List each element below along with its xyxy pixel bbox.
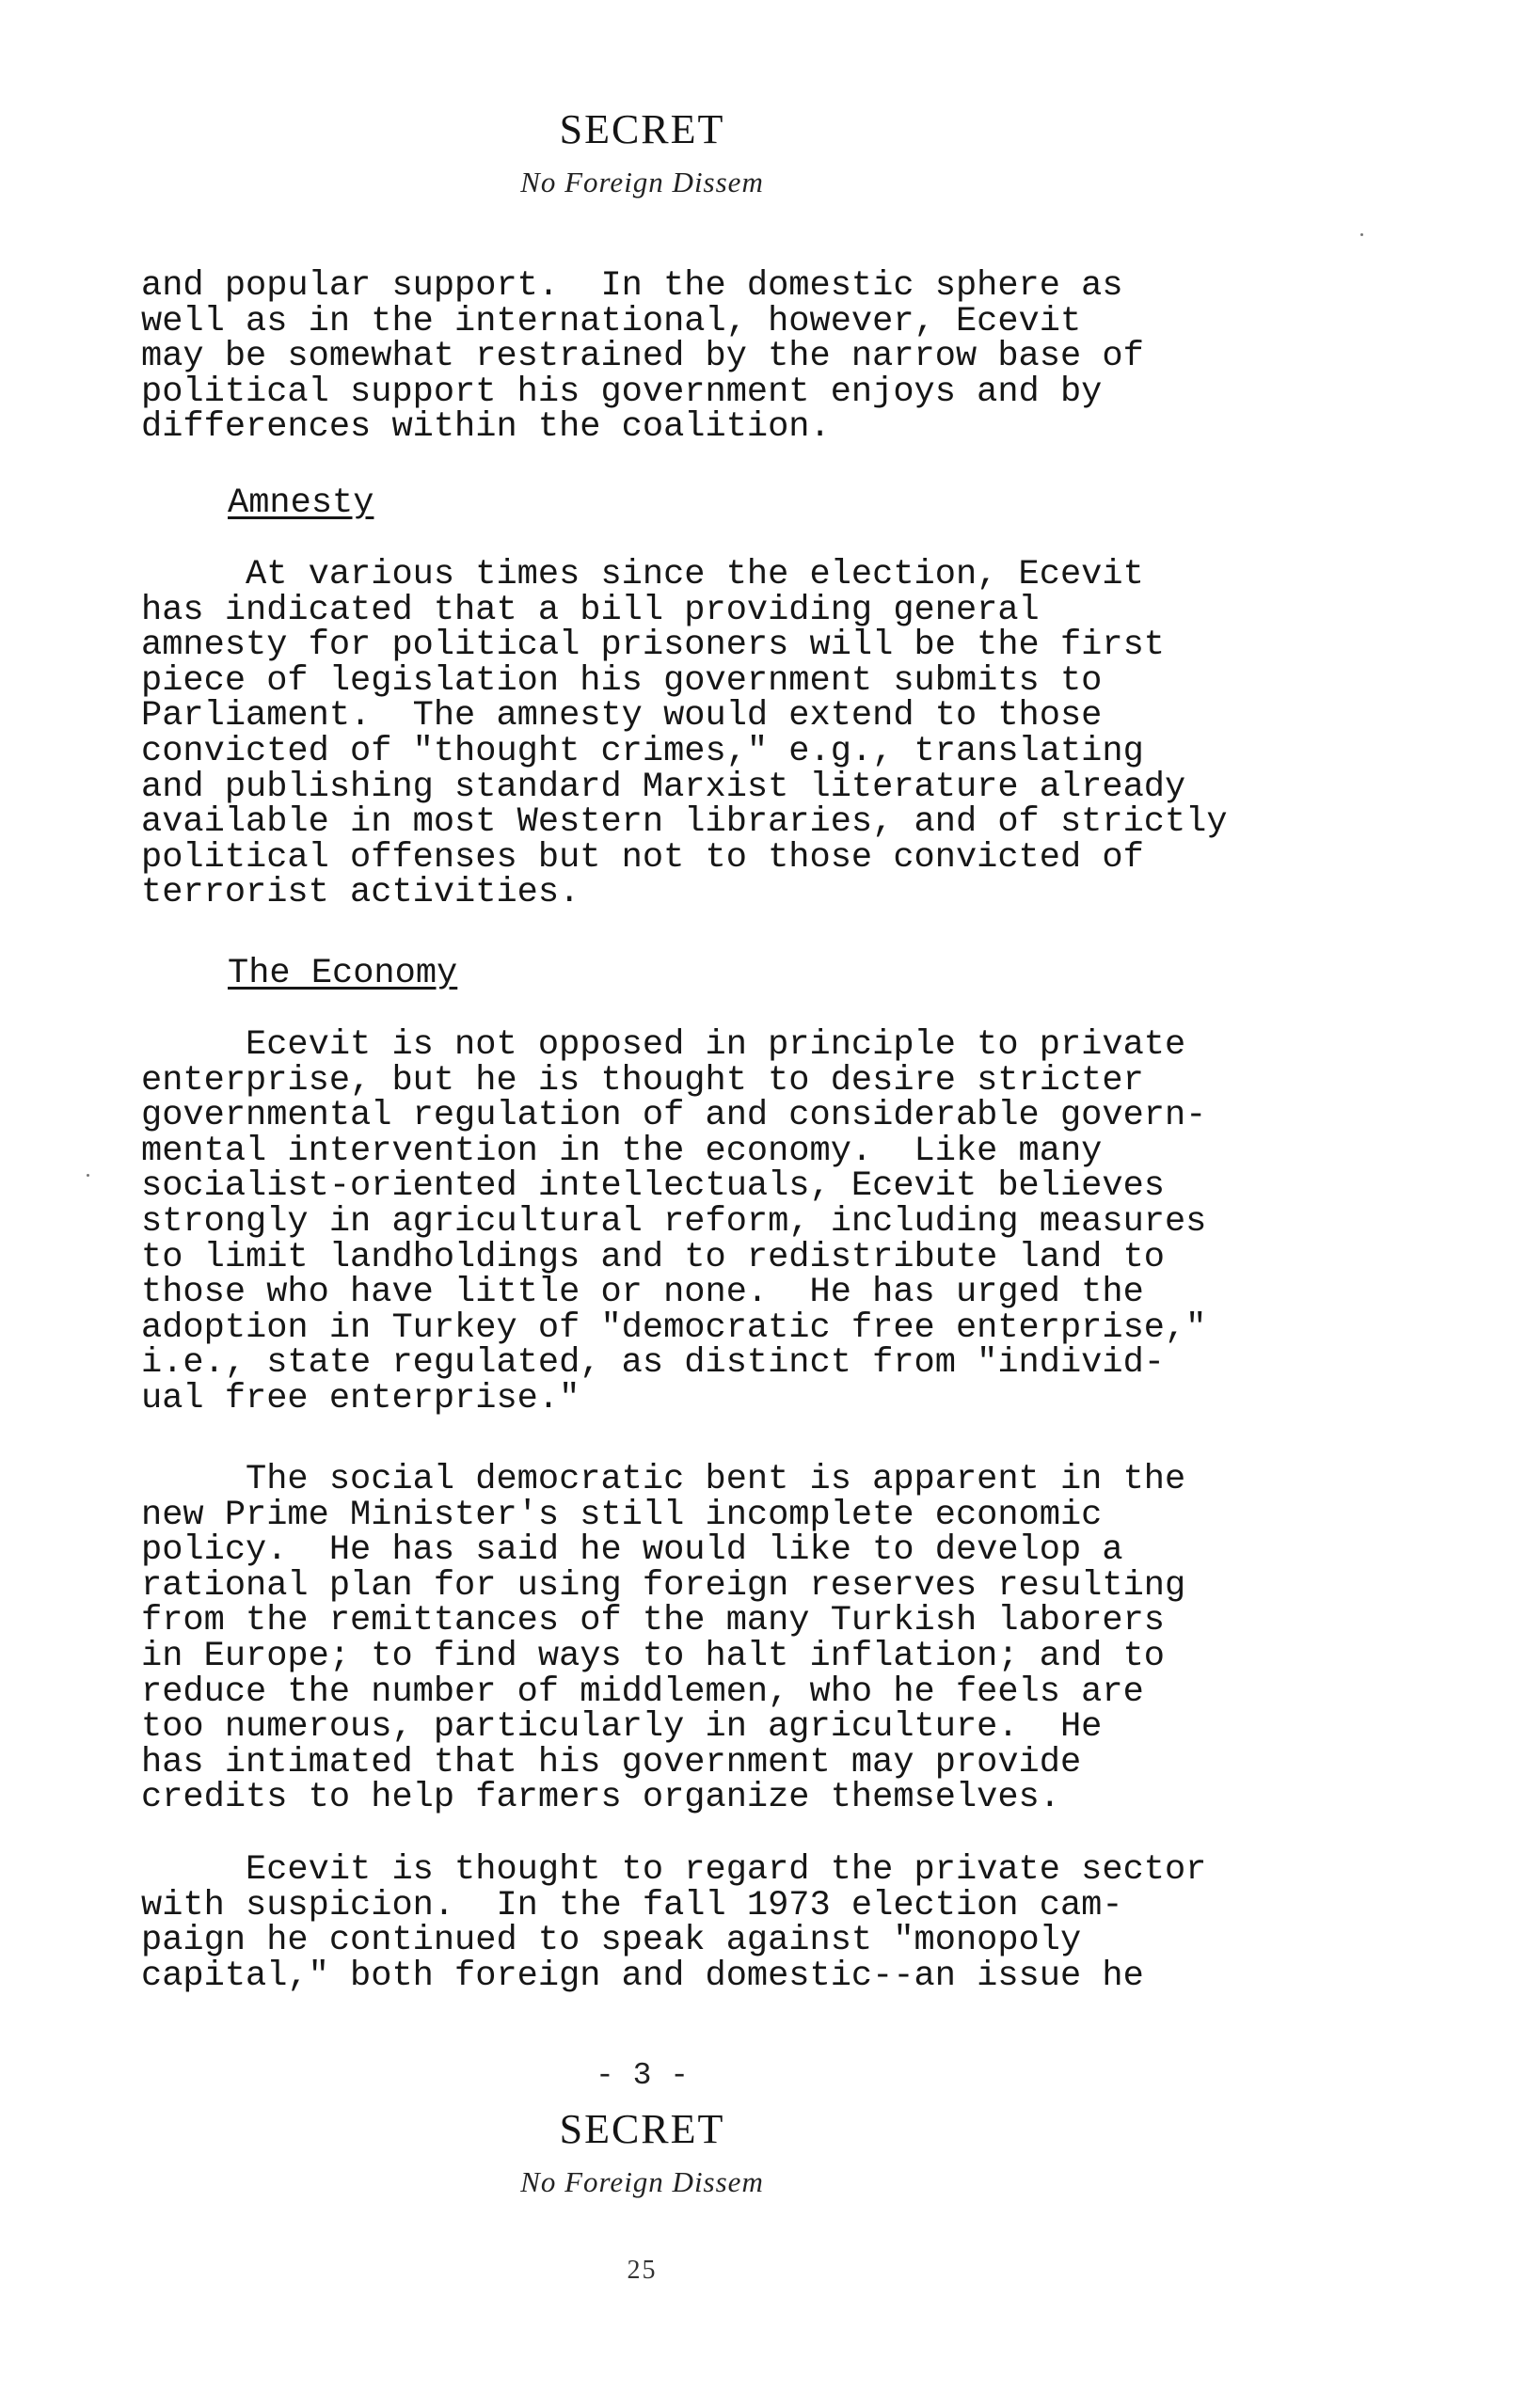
section-heading-economy: The Economy <box>228 954 458 993</box>
footer-classification: SECRET <box>559 2106 725 2152</box>
header-dissemination: No Foreign Dissem <box>520 166 764 198</box>
economy-paragraph-3: Ecevit is thought to regard the private sector with suspicion. In the fall 1973 election cam- paign he continued to speak against "monopoly capital," both foreign and domestic--an issue he <box>141 1850 1207 1996</box>
intro-paragraph: and popular support. In the domestic sphere as well as in the international, however, Ecevit may be somewhat restrained by the narrow base of political support his government enjoys and by differences within the coalition. <box>141 266 1144 448</box>
scan-speck <box>87 1174 89 1177</box>
page-number: - 3 - <box>595 2058 690 2093</box>
scan-speck <box>1360 233 1363 236</box>
amnesty-paragraph: At various times since the election, Ecevit has indicated that a bill providing general amnesty for political prisoners will be the first piece of legislation his government submits to Parliament. The amnesty would extend to those convicted of "thought crimes," e.g., translating and publishing standard Marxist literature already available in most Western libraries, and of strictly political offenses but not to those convicted of terrorist activities. <box>141 555 1228 913</box>
section-heading-amnesty: Amnesty <box>228 483 374 523</box>
footer-dissemination: No Foreign Dissem <box>520 2165 764 2198</box>
header-classification: SECRET <box>559 106 725 152</box>
economy-paragraph-1: Ecevit is not opposed in principle to private enterprise, but he is thought to desire stricter governmental regulation of and considerable govern- mental intervention in the economy. Like many socialist-oriented intellectuals, Ecevit believes strongly in agricultural reform, including measures to limit landholdings and to redistribute land to those who have little or none. He has urged the adoption in Turkey of "democratic free enterprise," i.e., state regulated, as distinct from "individ- ual free enterprise." <box>141 1025 1207 1418</box>
economy-paragraph-2: The social democratic bent is apparent in the new Prime Minister's still incomplete economic policy. He has said he would like to develop a rational plan for using foreign reserves resulting from the remittances of the many Turkish laborers in Europe; to find ways to halt inflation; and to reduce the number of middlemen, who he feels are too numerous, particularly in agriculture. He has intimated that his government may provide credits to help farmers organize themselves. <box>141 1460 1186 1818</box>
document-number: 25 <box>627 2256 658 2285</box>
